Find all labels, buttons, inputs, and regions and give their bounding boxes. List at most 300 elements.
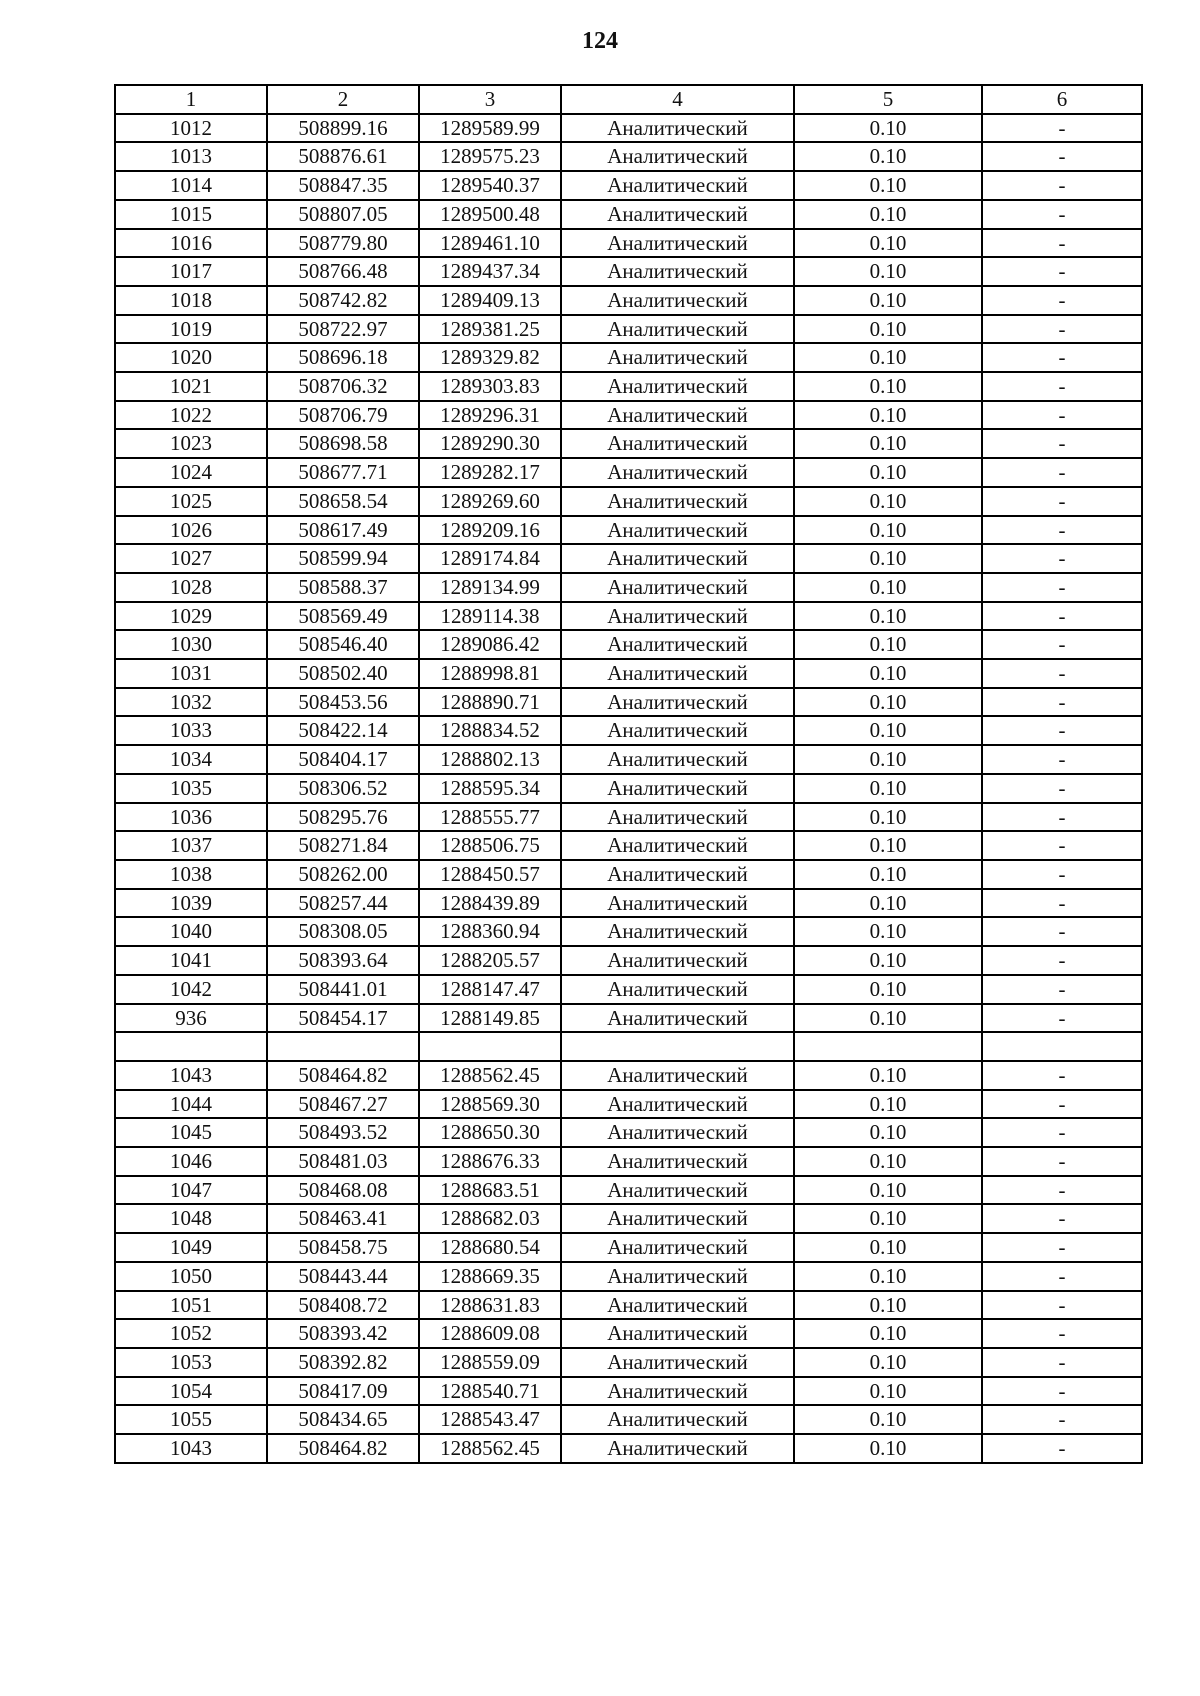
table-row (115, 831, 1142, 860)
x-coordinate-cell: 508698.58 (267, 429, 419, 458)
table-row (115, 142, 1142, 171)
point-number-cell: 1048 (115, 1204, 267, 1233)
note-cell: - (982, 745, 1142, 774)
accuracy-cell: 0.10 (794, 286, 982, 315)
method-cell: Аналитический (561, 229, 794, 258)
y-coordinate-cell: 1288669.35 (419, 1262, 561, 1291)
y-coordinate-cell: 1289303.83 (419, 372, 561, 401)
table-row (115, 171, 1142, 200)
y-coordinate-cell: 1288890.71 (419, 688, 561, 717)
note-cell: - (982, 1118, 1142, 1147)
method-cell: Аналитический (561, 1118, 794, 1147)
note-cell: - (982, 803, 1142, 832)
y-coordinate-cell: 1289589.99 (419, 114, 561, 143)
note-cell: - (982, 889, 1142, 918)
accuracy-cell: 0.10 (794, 1118, 982, 1147)
table-row (115, 630, 1142, 659)
method-cell: Аналитический (561, 544, 794, 573)
method-cell: Аналитический (561, 286, 794, 315)
accuracy-cell: 0.10 (794, 1405, 982, 1434)
point-number-cell: 1012 (115, 114, 267, 143)
accuracy-cell: 0.10 (794, 516, 982, 545)
coordinates-table (114, 84, 1143, 1464)
x-coordinate-cell: 508766.48 (267, 257, 419, 286)
method-cell: Аналитический (561, 487, 794, 516)
table-row (115, 745, 1142, 774)
y-coordinate-cell: 1289329.82 (419, 343, 561, 372)
y-coordinate-cell: 1289437.34 (419, 257, 561, 286)
method-cell: Аналитический (561, 142, 794, 171)
note-cell: - (982, 372, 1142, 401)
table-row (115, 716, 1142, 745)
table-row (115, 1434, 1142, 1463)
accuracy-cell: 0.10 (794, 602, 982, 631)
point-number-cell: 1021 (115, 372, 267, 401)
point-number-cell: 1044 (115, 1090, 267, 1119)
note-cell: - (982, 1176, 1142, 1205)
x-coordinate-cell: 508308.05 (267, 917, 419, 946)
accuracy-cell: 0.10 (794, 774, 982, 803)
x-coordinate-cell: 508706.79 (267, 401, 419, 430)
point-number-cell: 1016 (115, 229, 267, 258)
y-coordinate-cell: 1288609.08 (419, 1319, 561, 1348)
x-coordinate-cell: 508502.40 (267, 659, 419, 688)
table-row (115, 659, 1142, 688)
table-row (115, 1233, 1142, 1262)
x-coordinate-cell: 508392.82 (267, 1348, 419, 1377)
method-cell: Аналитический (561, 774, 794, 803)
note-cell: - (982, 544, 1142, 573)
x-coordinate-cell: 508588.37 (267, 573, 419, 602)
note-cell: - (982, 688, 1142, 717)
note-cell: - (982, 573, 1142, 602)
point-number-cell: 1022 (115, 401, 267, 430)
x-coordinate-cell: 508422.14 (267, 716, 419, 745)
column-header: 5 (794, 85, 982, 114)
x-coordinate-cell: 508295.76 (267, 803, 419, 832)
accuracy-cell: 0.10 (794, 114, 982, 143)
method-cell: Аналитический (561, 343, 794, 372)
method-cell: Аналитический (561, 1176, 794, 1205)
table-row (115, 1147, 1142, 1176)
x-coordinate-cell: 508441.01 (267, 975, 419, 1004)
y-coordinate-cell: 1289575.23 (419, 142, 561, 171)
method-cell: Аналитический (561, 889, 794, 918)
point-number-cell: 1051 (115, 1291, 267, 1320)
point-number-cell: 1055 (115, 1405, 267, 1434)
note-cell: - (982, 659, 1142, 688)
accuracy-cell: 0.10 (794, 745, 982, 774)
y-coordinate-cell: 1288631.83 (419, 1291, 561, 1320)
note-cell: - (982, 142, 1142, 171)
method-cell: Аналитический (561, 917, 794, 946)
table-row (115, 429, 1142, 458)
column-header: 6 (982, 85, 1142, 114)
note-cell: - (982, 401, 1142, 430)
x-coordinate-cell: 508443.44 (267, 1262, 419, 1291)
note-cell: - (982, 1004, 1142, 1033)
y-coordinate-cell: 1288360.94 (419, 917, 561, 946)
table-row (115, 688, 1142, 717)
note-cell: - (982, 114, 1142, 143)
x-coordinate-cell: 508722.97 (267, 315, 419, 344)
method-cell: Аналитический (561, 803, 794, 832)
method-cell: Аналитический (561, 688, 794, 717)
y-coordinate-cell: 1288205.57 (419, 946, 561, 975)
method-cell: Аналитический (561, 315, 794, 344)
note-cell: - (982, 630, 1142, 659)
x-coordinate-cell: 508454.17 (267, 1004, 419, 1033)
column-header: 4 (561, 85, 794, 114)
method-cell: Аналитический (561, 630, 794, 659)
x-coordinate-cell: 508257.44 (267, 889, 419, 918)
x-coordinate-cell: 508408.72 (267, 1291, 419, 1320)
x-coordinate-cell: 508899.16 (267, 114, 419, 143)
y-coordinate-cell: 1289086.42 (419, 630, 561, 659)
table-row (115, 1377, 1142, 1406)
accuracy-cell: 0.10 (794, 1348, 982, 1377)
method-cell: Аналитический (561, 831, 794, 860)
point-number-cell: 1047 (115, 1176, 267, 1205)
x-coordinate-cell: 508876.61 (267, 142, 419, 171)
table-row (115, 372, 1142, 401)
y-coordinate-cell: 1289269.60 (419, 487, 561, 516)
y-coordinate-cell: 1289114.38 (419, 602, 561, 631)
y-coordinate-cell: 1289290.30 (419, 429, 561, 458)
method-cell: Аналитический (561, 372, 794, 401)
table-row (115, 946, 1142, 975)
point-number-cell: 1034 (115, 745, 267, 774)
table-header-row (115, 85, 1142, 114)
table-row (115, 1348, 1142, 1377)
note-cell: - (982, 200, 1142, 229)
table-row (115, 1291, 1142, 1320)
point-number-cell: 1013 (115, 142, 267, 171)
y-coordinate-cell: 1288650.30 (419, 1118, 561, 1147)
y-coordinate-cell: 1288998.81 (419, 659, 561, 688)
note-cell: - (982, 1319, 1142, 1348)
accuracy-cell: 0.10 (794, 544, 982, 573)
table-row (115, 1405, 1142, 1434)
x-coordinate-cell: 508493.52 (267, 1118, 419, 1147)
y-coordinate-cell: 1288559.09 (419, 1348, 561, 1377)
method-cell: Аналитический (561, 114, 794, 143)
x-coordinate-cell: 508271.84 (267, 831, 419, 860)
x-coordinate-cell: 508393.42 (267, 1319, 419, 1348)
method-cell: Аналитический (561, 200, 794, 229)
y-coordinate-cell: 1289409.13 (419, 286, 561, 315)
point-number-cell: 1054 (115, 1377, 267, 1406)
point-number-cell: 1024 (115, 458, 267, 487)
table-row (115, 315, 1142, 344)
point-number-cell: 1037 (115, 831, 267, 860)
note-cell: - (982, 975, 1142, 1004)
accuracy-cell: 0.10 (794, 401, 982, 430)
x-coordinate-cell: 508696.18 (267, 343, 419, 372)
note-cell: - (982, 831, 1142, 860)
x-coordinate-cell: 508464.82 (267, 1434, 419, 1463)
note-cell: - (982, 917, 1142, 946)
table-row (115, 544, 1142, 573)
table-row (115, 487, 1142, 516)
table-row (115, 1176, 1142, 1205)
point-number-cell: 1019 (115, 315, 267, 344)
accuracy-cell: 0.10 (794, 1291, 982, 1320)
table-row (115, 1204, 1142, 1233)
point-number-cell: 1014 (115, 171, 267, 200)
note-cell: - (982, 487, 1142, 516)
point-number-cell: 1046 (115, 1147, 267, 1176)
x-coordinate-cell: 508464.82 (267, 1061, 419, 1090)
x-coordinate-cell: 508677.71 (267, 458, 419, 487)
method-cell: Аналитический (561, 602, 794, 631)
accuracy-cell: 0.10 (794, 1434, 982, 1463)
point-number-cell: 1045 (115, 1118, 267, 1147)
method-cell: Аналитический (561, 1377, 794, 1406)
note-cell: - (982, 716, 1142, 745)
note-cell: - (982, 1090, 1142, 1119)
point-number-cell: 1053 (115, 1348, 267, 1377)
point-number-cell: 1029 (115, 602, 267, 631)
table-row (115, 516, 1142, 545)
x-coordinate-cell: 508779.80 (267, 229, 419, 258)
point-number-cell: 1043 (115, 1061, 267, 1090)
point-number-cell: 1027 (115, 544, 267, 573)
table-row (115, 257, 1142, 286)
x-coordinate-cell: 508458.75 (267, 1233, 419, 1262)
accuracy-cell: 0.10 (794, 372, 982, 401)
accuracy-cell: 0.10 (794, 315, 982, 344)
x-coordinate-cell: 508453.56 (267, 688, 419, 717)
accuracy-cell: 0.10 (794, 803, 982, 832)
note-cell: - (982, 516, 1142, 545)
note-cell: - (982, 774, 1142, 803)
y-coordinate-cell: 1288555.77 (419, 803, 561, 832)
y-coordinate-cell (419, 1032, 561, 1061)
table-row (115, 1004, 1142, 1033)
method-cell: Аналитический (561, 745, 794, 774)
x-coordinate-cell: 508463.41 (267, 1204, 419, 1233)
accuracy-cell: 0.10 (794, 1147, 982, 1176)
note-cell: - (982, 1377, 1142, 1406)
note-cell: - (982, 1405, 1142, 1434)
method-cell: Аналитический (561, 458, 794, 487)
table-row (115, 458, 1142, 487)
table-row (115, 889, 1142, 918)
accuracy-cell: 0.10 (794, 200, 982, 229)
method-cell: Аналитический (561, 1147, 794, 1176)
method-cell (561, 1032, 794, 1061)
x-coordinate-cell: 508599.94 (267, 544, 419, 573)
point-number-cell: 1023 (115, 429, 267, 458)
accuracy-cell: 0.10 (794, 257, 982, 286)
point-number-cell: 1049 (115, 1233, 267, 1262)
method-cell: Аналитический (561, 1262, 794, 1291)
method-cell: Аналитический (561, 1348, 794, 1377)
accuracy-cell: 0.10 (794, 1204, 982, 1233)
method-cell: Аналитический (561, 1090, 794, 1119)
table-row (115, 573, 1142, 602)
y-coordinate-cell: 1289174.84 (419, 544, 561, 573)
point-number-cell (115, 1032, 267, 1061)
y-coordinate-cell: 1288540.71 (419, 1377, 561, 1406)
x-coordinate-cell: 508807.05 (267, 200, 419, 229)
x-coordinate-cell: 508468.08 (267, 1176, 419, 1205)
y-coordinate-cell: 1289381.25 (419, 315, 561, 344)
y-coordinate-cell: 1288569.30 (419, 1090, 561, 1119)
accuracy-cell: 0.10 (794, 573, 982, 602)
x-coordinate-cell: 508393.64 (267, 946, 419, 975)
point-number-cell: 1025 (115, 487, 267, 516)
table-row (115, 1061, 1142, 1090)
accuracy-cell: 0.10 (794, 1233, 982, 1262)
column-header: 2 (267, 85, 419, 114)
note-cell: - (982, 429, 1142, 458)
method-cell: Аналитический (561, 516, 794, 545)
method-cell: Аналитический (561, 860, 794, 889)
method-cell: Аналитический (561, 257, 794, 286)
note-cell: - (982, 1291, 1142, 1320)
point-number-cell: 1043 (115, 1434, 267, 1463)
point-number-cell: 1028 (115, 573, 267, 602)
x-coordinate-cell: 508262.00 (267, 860, 419, 889)
accuracy-cell: 0.10 (794, 343, 982, 372)
note-cell: - (982, 860, 1142, 889)
table-row (115, 343, 1142, 372)
point-number-cell: 1031 (115, 659, 267, 688)
note-cell: - (982, 1262, 1142, 1291)
x-coordinate-cell: 508546.40 (267, 630, 419, 659)
accuracy-cell: 0.10 (794, 1090, 982, 1119)
y-coordinate-cell: 1288506.75 (419, 831, 561, 860)
y-coordinate-cell: 1289209.16 (419, 516, 561, 545)
y-coordinate-cell: 1288562.45 (419, 1061, 561, 1090)
method-cell: Аналитический (561, 1004, 794, 1033)
method-cell: Аналитический (561, 975, 794, 1004)
table-row (115, 1262, 1142, 1291)
note-cell: - (982, 343, 1142, 372)
y-coordinate-cell: 1288802.13 (419, 745, 561, 774)
accuracy-cell (794, 1032, 982, 1061)
table-row (115, 229, 1142, 258)
note-cell: - (982, 602, 1142, 631)
accuracy-cell: 0.10 (794, 458, 982, 487)
point-number-cell: 1038 (115, 860, 267, 889)
table-row (115, 975, 1142, 1004)
y-coordinate-cell: 1288595.34 (419, 774, 561, 803)
point-number-cell: 1017 (115, 257, 267, 286)
method-cell: Аналитический (561, 401, 794, 430)
accuracy-cell: 0.10 (794, 831, 982, 860)
y-coordinate-cell: 1288149.85 (419, 1004, 561, 1033)
method-cell: Аналитический (561, 1204, 794, 1233)
y-coordinate-cell: 1289461.10 (419, 229, 561, 258)
point-number-cell: 1033 (115, 716, 267, 745)
table-row (115, 602, 1142, 631)
note-cell: - (982, 1348, 1142, 1377)
point-number-cell: 1026 (115, 516, 267, 545)
y-coordinate-cell: 1289500.48 (419, 200, 561, 229)
x-coordinate-cell: 508306.52 (267, 774, 419, 803)
table-row (115, 401, 1142, 430)
table-row (115, 286, 1142, 315)
y-coordinate-cell: 1288683.51 (419, 1176, 561, 1205)
y-coordinate-cell: 1289282.17 (419, 458, 561, 487)
note-cell: - (982, 257, 1142, 286)
accuracy-cell: 0.10 (794, 1004, 982, 1033)
note-cell: - (982, 946, 1142, 975)
note-cell: - (982, 229, 1142, 258)
accuracy-cell: 0.10 (794, 487, 982, 516)
accuracy-cell: 0.10 (794, 1377, 982, 1406)
x-coordinate-cell: 508481.03 (267, 1147, 419, 1176)
method-cell: Аналитический (561, 1233, 794, 1262)
method-cell: Аналитический (561, 946, 794, 975)
x-coordinate-cell: 508617.49 (267, 516, 419, 545)
x-coordinate-cell: 508847.35 (267, 171, 419, 200)
y-coordinate-cell: 1289296.31 (419, 401, 561, 430)
note-cell (982, 1032, 1142, 1061)
method-cell: Аналитический (561, 573, 794, 602)
point-number-cell: 1030 (115, 630, 267, 659)
note-cell: - (982, 1434, 1142, 1463)
point-number-cell: 1039 (115, 889, 267, 918)
table-row (115, 200, 1142, 229)
accuracy-cell: 0.10 (794, 975, 982, 1004)
x-coordinate-cell: 508434.65 (267, 1405, 419, 1434)
point-number-cell: 936 (115, 1004, 267, 1033)
accuracy-cell: 0.10 (794, 1319, 982, 1348)
point-number-cell: 1020 (115, 343, 267, 372)
point-number-cell: 1041 (115, 946, 267, 975)
method-cell: Аналитический (561, 1319, 794, 1348)
table-row (115, 1118, 1142, 1147)
method-cell: Аналитический (561, 171, 794, 200)
accuracy-cell: 0.10 (794, 659, 982, 688)
table-row (115, 114, 1142, 143)
accuracy-cell: 0.10 (794, 917, 982, 946)
point-number-cell: 1035 (115, 774, 267, 803)
method-cell: Аналитический (561, 1291, 794, 1320)
y-coordinate-cell: 1289540.37 (419, 171, 561, 200)
x-coordinate-cell (267, 1032, 419, 1061)
table-row (115, 917, 1142, 946)
note-cell: - (982, 1204, 1142, 1233)
y-coordinate-cell: 1288147.47 (419, 975, 561, 1004)
y-coordinate-cell: 1288439.89 (419, 889, 561, 918)
x-coordinate-cell: 508569.49 (267, 602, 419, 631)
accuracy-cell: 0.10 (794, 946, 982, 975)
table-row (115, 1090, 1142, 1119)
table-row (115, 1319, 1142, 1348)
x-coordinate-cell: 508742.82 (267, 286, 419, 315)
note-cell: - (982, 1061, 1142, 1090)
point-number-cell: 1018 (115, 286, 267, 315)
table-row (115, 803, 1142, 832)
y-coordinate-cell: 1288543.47 (419, 1405, 561, 1434)
y-coordinate-cell: 1289134.99 (419, 573, 561, 602)
x-coordinate-cell: 508706.32 (267, 372, 419, 401)
x-coordinate-cell: 508417.09 (267, 1377, 419, 1406)
point-number-cell: 1032 (115, 688, 267, 717)
page-number: 124 (582, 28, 618, 54)
method-cell: Аналитический (561, 1061, 794, 1090)
column-header: 3 (419, 85, 561, 114)
note-cell: - (982, 1147, 1142, 1176)
accuracy-cell: 0.10 (794, 688, 982, 717)
column-header: 1 (115, 85, 267, 114)
accuracy-cell: 0.10 (794, 142, 982, 171)
